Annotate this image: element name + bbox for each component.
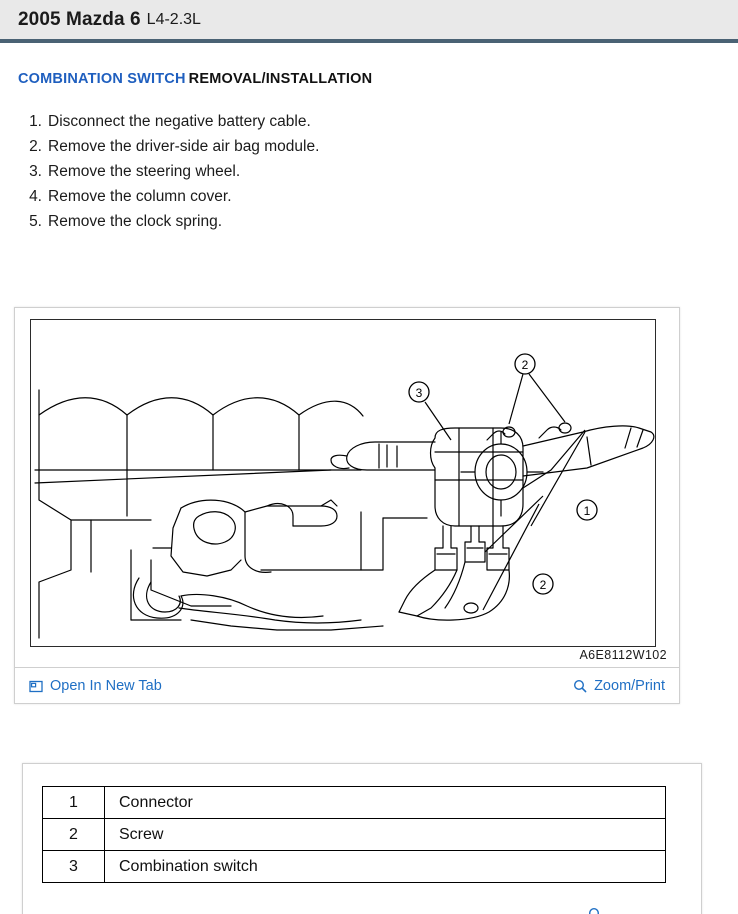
svg-text:3: 3 bbox=[415, 386, 423, 400]
page-header bbox=[0, 0, 738, 43]
legend-number: 1 bbox=[43, 787, 105, 819]
step-number: 1. bbox=[29, 113, 42, 130]
legend-label: Combination switch bbox=[105, 851, 666, 883]
list-item bbox=[20, 184, 738, 209]
list-item bbox=[20, 209, 738, 234]
list-item bbox=[20, 109, 738, 134]
zoom-print-button[interactable] bbox=[573, 678, 665, 694]
step-text: Remove the clock spring. bbox=[48, 213, 223, 230]
combination-switch-diagram bbox=[31, 320, 656, 647]
legend-label: Screw bbox=[105, 819, 666, 851]
legend-number: 2 bbox=[43, 819, 105, 851]
svg-text:1: 1 bbox=[583, 504, 591, 518]
legend-table bbox=[42, 786, 666, 883]
page-subtitle: L4-2.3L bbox=[146, 10, 201, 28]
table-row bbox=[43, 787, 666, 819]
new-tab-icon bbox=[29, 679, 43, 693]
step-text: Remove the column cover. bbox=[48, 188, 232, 205]
svg-text:2: 2 bbox=[539, 578, 547, 592]
step-number: 5. bbox=[29, 213, 42, 230]
list-item bbox=[20, 134, 738, 159]
figure-code: A6E8112W102 bbox=[579, 648, 667, 662]
magnifier-icon bbox=[573, 679, 587, 693]
legend-label: Connector bbox=[105, 787, 666, 819]
figure-toolbar bbox=[15, 667, 679, 703]
list-item bbox=[20, 159, 738, 184]
section-heading-secondary: REMOVAL/INSTALLATION bbox=[188, 71, 373, 87]
step-number: 3. bbox=[29, 163, 42, 180]
step-text: Disconnect the negative battery cable. bbox=[48, 113, 311, 130]
step-number: 2. bbox=[29, 138, 42, 155]
page-title: 2005 Mazda 6 bbox=[18, 8, 141, 30]
table-row bbox=[43, 819, 666, 851]
step-number: 4. bbox=[29, 188, 42, 205]
open-in-new-tab-button[interactable] bbox=[29, 678, 162, 694]
magnifier-icon-bottom[interactable] bbox=[588, 906, 602, 914]
procedure-steps bbox=[20, 109, 738, 234]
legend-panel bbox=[22, 763, 702, 914]
open-in-new-tab-label: Open In New Tab bbox=[50, 677, 162, 694]
legend-number: 3 bbox=[43, 851, 105, 883]
step-text: Remove the steering wheel. bbox=[48, 163, 241, 180]
section-heading-primary: COMBINATION SWITCH bbox=[18, 71, 186, 87]
section-heading bbox=[18, 71, 738, 87]
table-row bbox=[43, 851, 666, 883]
step-text: Remove the driver-side air bag module. bbox=[48, 138, 320, 155]
figure-image bbox=[30, 319, 656, 647]
figure-panel bbox=[14, 307, 680, 704]
zoom-print-label: Zoom/Print bbox=[594, 677, 665, 694]
svg-text:2: 2 bbox=[521, 358, 529, 372]
